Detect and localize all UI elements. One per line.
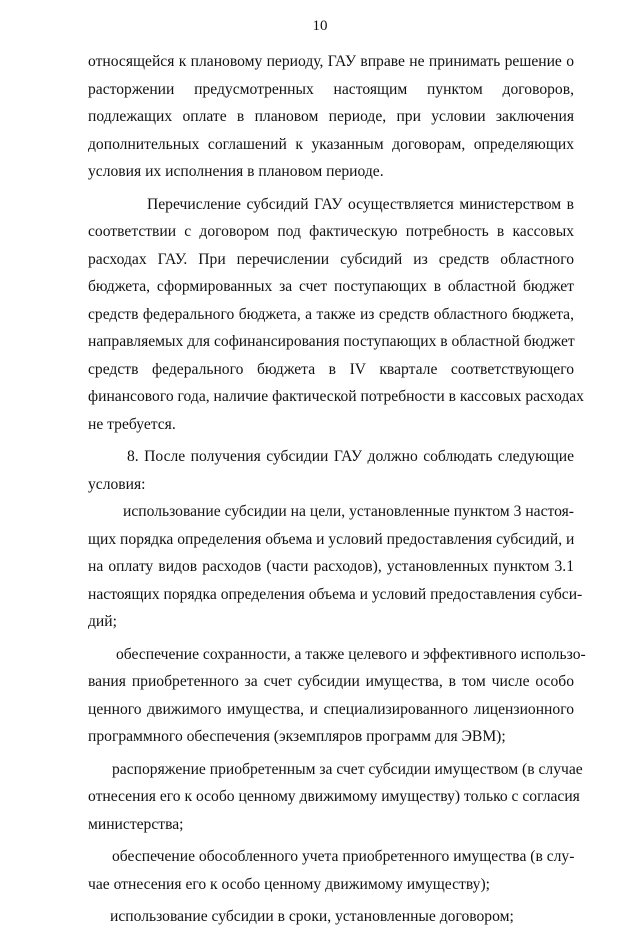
text-line: вания приобретенного за счет субсидии имущества, в том числе особо [88, 673, 574, 690]
paragraph [88, 756, 583, 839]
text-line: средств федерального бюджета, а также из средств областного бюджета, [88, 305, 574, 323]
text-line: Перечисление субсидий ГАУ осуществляется министерством в [147, 195, 574, 213]
paragraph [88, 641, 586, 751]
text-line: условия: [88, 475, 146, 493]
paragraph [88, 843, 574, 898]
text-line: чае отнесения его к особо ценному движимому имуществу); [88, 875, 490, 893]
text-line: финансового года, наличие фактической потребности в кассовых расходах [88, 388, 584, 405]
text-line: условия их исполнения в плановом периоде. [88, 163, 384, 180]
paragraph [88, 443, 574, 498]
text-line: расходах ГАУ. При перечислении субсидий из средств областного [88, 250, 574, 268]
text-line: направляемых для софинансирования поступающих в областной бюджет [88, 333, 575, 350]
text-line: бюджета, сформированных за счет поступающих в областной бюджет [88, 278, 574, 295]
text-line: относящейся к плановому периоду, ГАУ вправе не принимать решение о [88, 53, 574, 70]
document-body [88, 48, 586, 931]
paragraph [88, 903, 574, 931]
page-number: 10 [312, 18, 328, 34]
paragraph [88, 191, 584, 439]
text-line: щих порядка определения объема и условий предоставления субсидий, и [88, 530, 575, 548]
paragraph [88, 48, 574, 186]
text-line: обеспечение обособленного учета приобретенного имущества (в слу- [112, 848, 575, 865]
text-line: 8. После получения субсидии ГАУ должно соблюдать следующие [127, 448, 574, 465]
text-line: настоящих порядка определения объема и условий предоставления субси- [88, 585, 583, 603]
text-line: дополнительных соглашений к указанным договорам, определяющих [88, 135, 574, 153]
text-line: распоряжение приобретенным за счет субсидии имуществом (в случае [112, 760, 583, 778]
text-line: расторжении предусмотренных настоящим пунктом договоров, [88, 80, 574, 98]
text-line: соответствии с договором под фактическую потребность в кассовых [88, 223, 574, 240]
paragraph [88, 498, 583, 636]
text-line: не требуется. [88, 415, 176, 433]
text-line: использование субсидии в сроки, установленные договором; [110, 908, 514, 925]
text-line: обеспечение сохранности, а также целевого и эффективного использо- [116, 645, 586, 663]
text-line: средств федерального бюджета в IV квартале соответствующего [88, 360, 574, 378]
text-line: подлежащих оплате в плановом периоде, при условии заключения [88, 108, 574, 125]
text-line: министерства; [88, 815, 184, 833]
text-line: ценного движимого имущества, и специализированного лицензионного [88, 700, 574, 718]
text-line: программного обеспечения (экземпляров программ для ЭВМ); [88, 728, 506, 745]
text-line: отнесения его к особо ценному движимому имуществу) только с согласия [88, 788, 580, 805]
text-line: дий; [88, 613, 117, 630]
text-line: использование субсидии на цели, установленные пунктом 3 настоя- [123, 503, 574, 520]
text-line: на оплату видов расходов (части расходов), установленных пунктом 3.1 [88, 558, 574, 575]
